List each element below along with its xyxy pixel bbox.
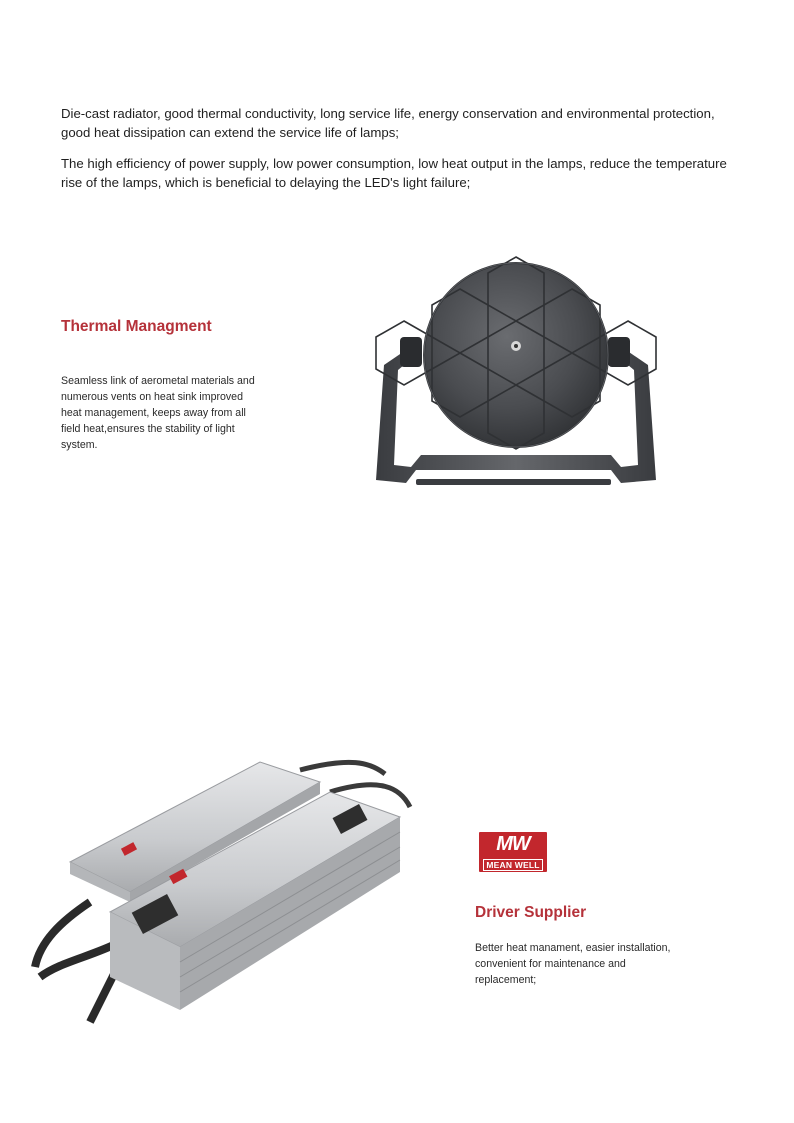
- mean-well-logo-text: MEAN WELL: [483, 859, 543, 871]
- driver-image: [30, 752, 430, 1032]
- mean-well-logo: [479, 832, 547, 872]
- thermal-description: Seamless link of aerometal materials and numerous vents on heat sink improved heat management, keeps away from all field heat,ensures the stability of light system.: [61, 375, 255, 451]
- driver-description: Better heat manament, easier installation, convenient for maintenance and replacement;: [475, 942, 671, 986]
- thermal-title: Thermal Managment: [61, 318, 212, 335]
- floodlight-image: [366, 255, 666, 495]
- intro-paragraph-2: The high efficiency of power supply, low power consumption, low heat output in the lamps, reduce the temperature rise of the lamps, which is beneficial to delaying the LED's light failure;: [61, 156, 727, 190]
- intro-section: [61, 104, 741, 204]
- driver-title: Driver Supplier: [475, 904, 587, 921]
- intro-paragraph-1: Die-cast radiator, good thermal conductivity, long service life, energy conservation and environmental protection, good heat dissipation can extend the service life of lamps;: [61, 106, 715, 140]
- mean-well-logo-mark: MW: [496, 833, 530, 855]
